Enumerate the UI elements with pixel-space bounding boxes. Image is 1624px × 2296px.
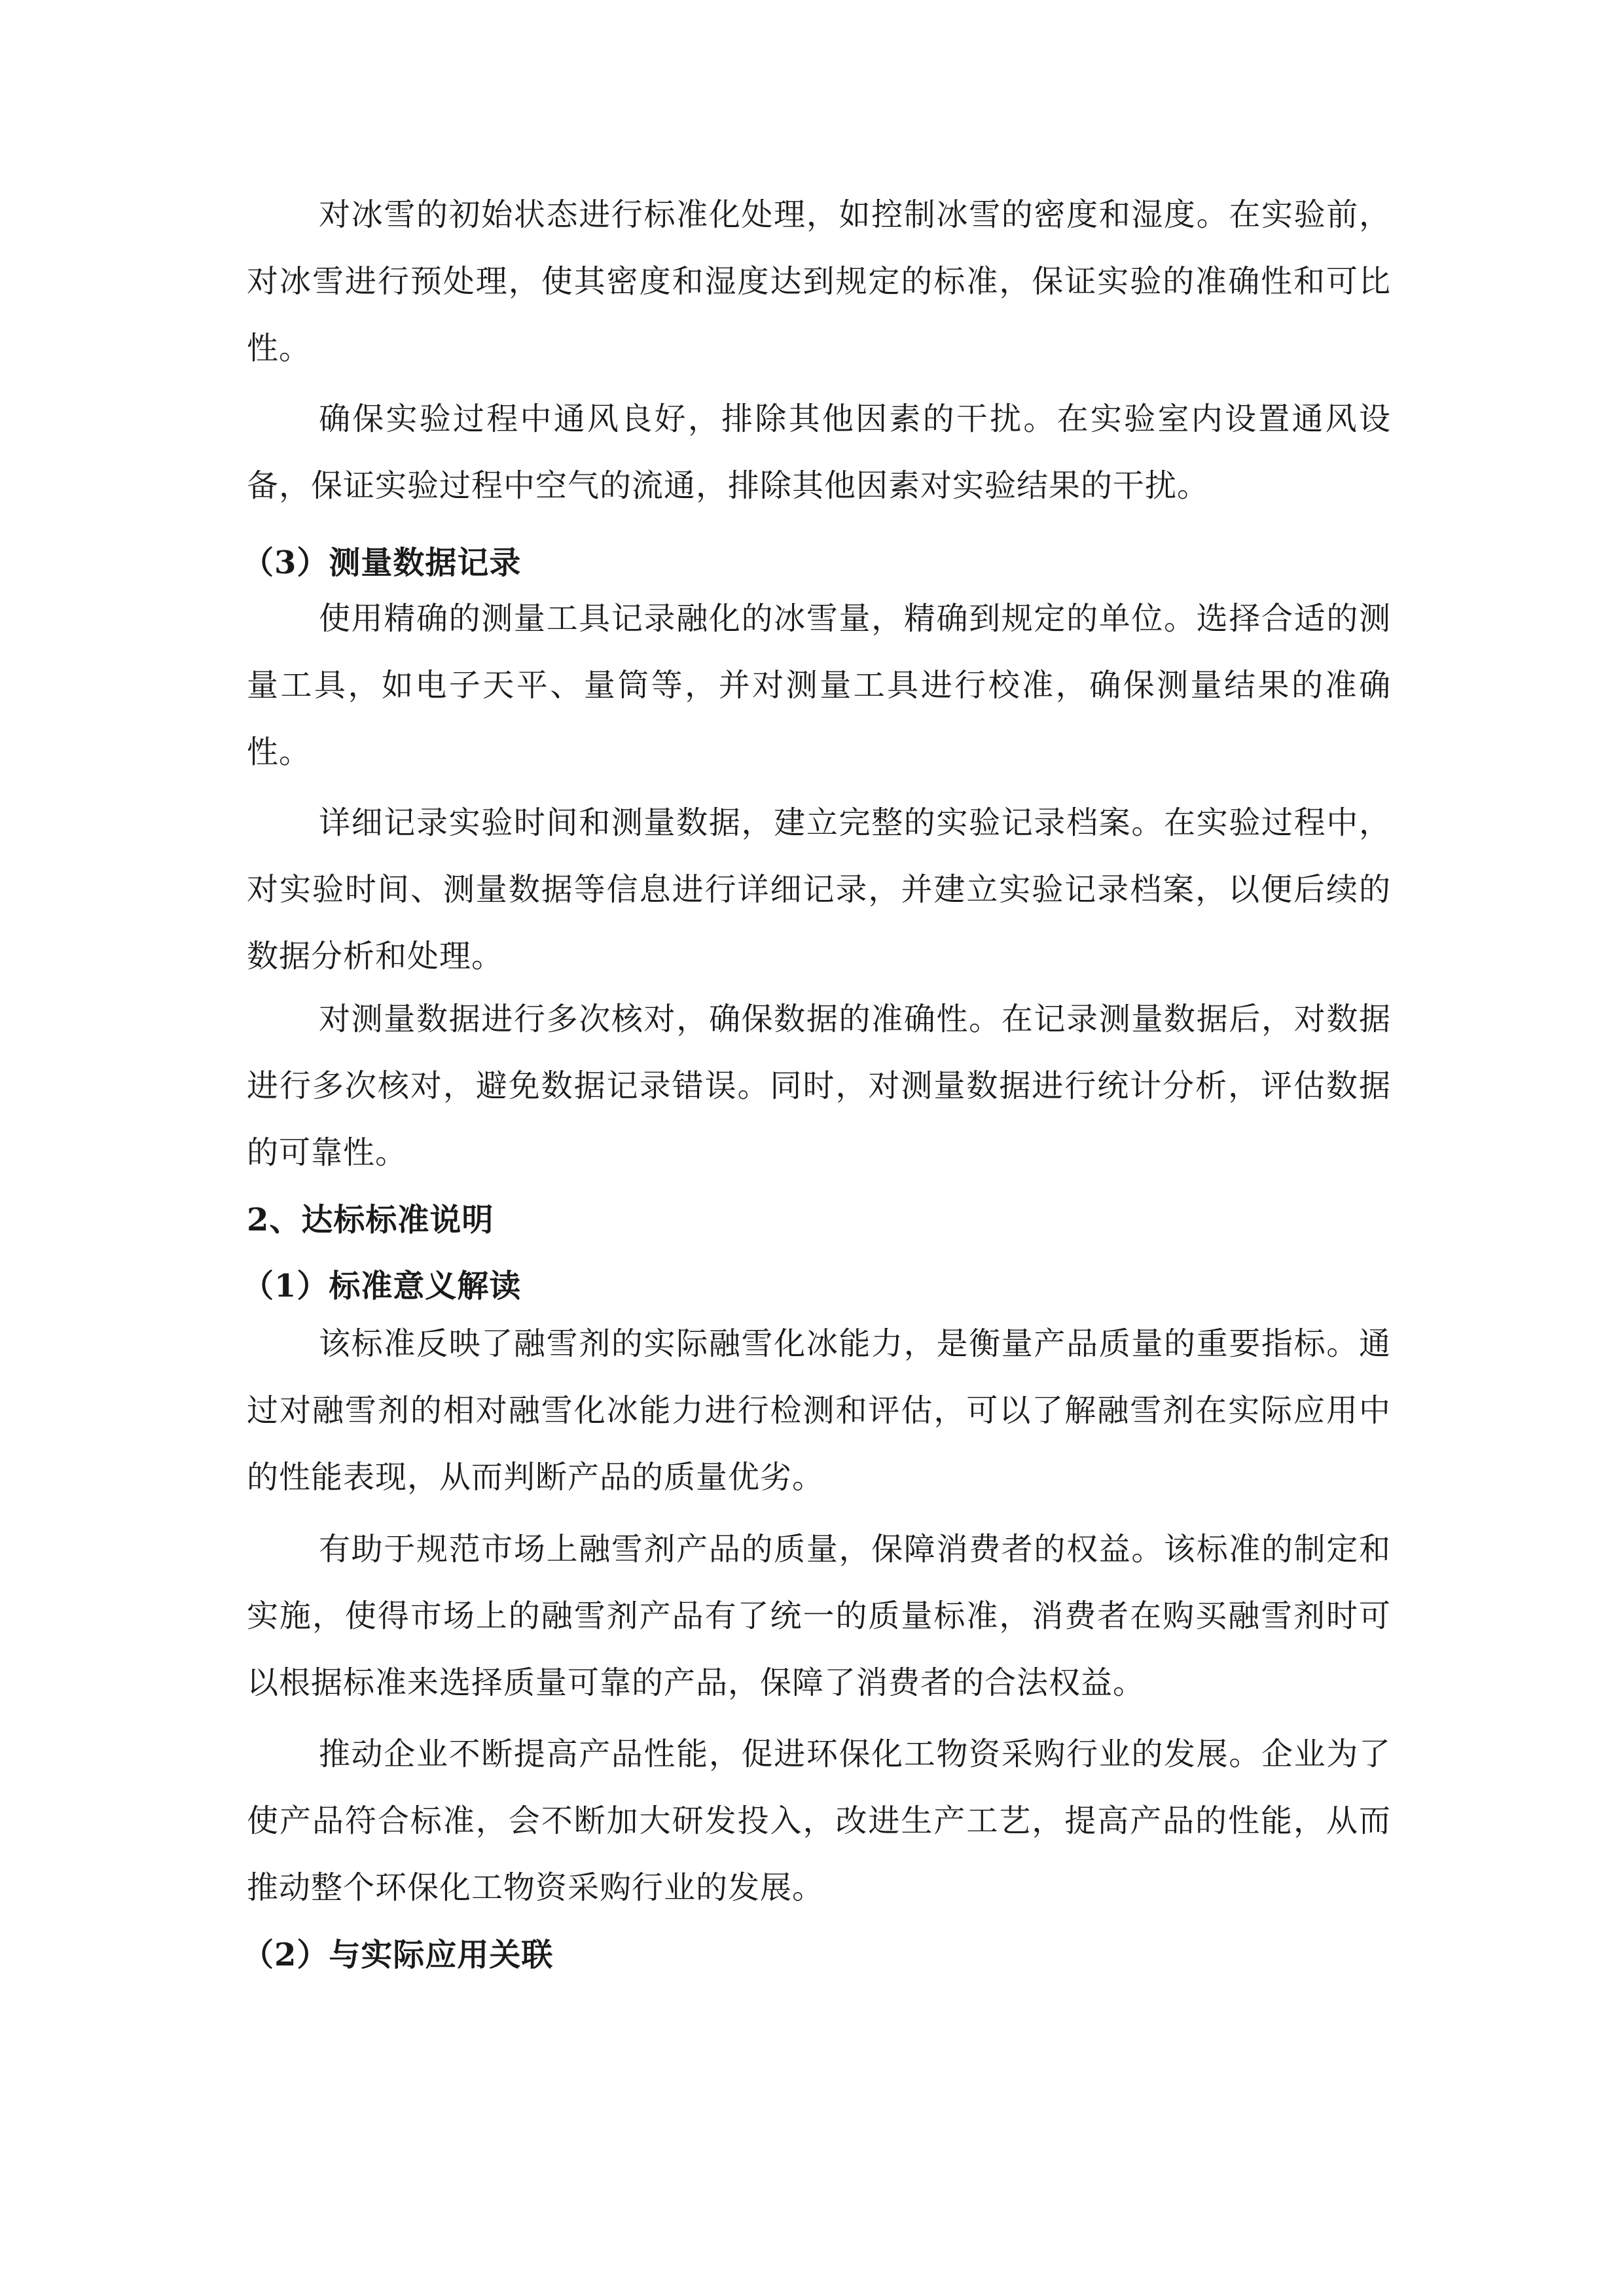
paragraph-ventilation: 确保实验过程中通风良好，排除其他因素的干扰。在实验室内设置通风设备，保证实验过程中空气的流通，排除其他因素对实验结果的干扰。 xyxy=(247,401,1391,504)
paragraph-industry-development: 推动企业不断提高产品性能，促进环保化工物资采购行业的发展。企业为了使产品符合标准，会不断加大研发投入，改进生产工艺，提高产品的性能，从而推动整个环保化工物资采购行业的发展。 xyxy=(247,1736,1391,1906)
paragraph-ice-standardization: 对冰雪的初始状态进行标准化处理，如控制冰雪的密度和湿度。在实验前，对冰雪进行预处理，使其密度和湿度达到规定的标准，保证实验的准确性和可比性。 xyxy=(247,196,1391,367)
paragraph-data-verification: 对测量数据进行多次核对，确保数据的准确性。在记录测量数据后，对数据进行多次核对，避免数据记录错误。同时，对测量数据进行统计分析，评估数据的可靠性。 xyxy=(247,1001,1391,1171)
heading-compliance-standard: 2、达标标准说明 xyxy=(247,1202,494,1238)
subheading-practical-application: （2）与实际应用关联 xyxy=(242,1937,554,1973)
paragraph-market-regulation: 有助于规范市场上融雪剂产品的质量，保障消费者的权益。该标准的制定和实施，使得市场上的融雪剂产品有了统一的质量标准，消费者在购买融雪剂时可以根据标准来选择质量可靠的产品，保障了消费者的合法权益。 xyxy=(247,1531,1391,1701)
paragraph-record-archive: 详细记录实验时间和测量数据，建立完整的实验记录档案。在实验过程中，对实验时间、测量数据等信息进行详细记录，并建立实验记录档案，以便后续的数据分析和处理。 xyxy=(247,804,1391,975)
paragraph-standard-significance: 该标准反映了融雪剂的实际融雪化冰能力，是衡量产品质量的重要指标。通过对融雪剂的相对融雪化冰能力进行检测和评估，可以了解融雪剂在实际应用中的性能表现，从而判断产品的质量优劣。 xyxy=(247,1325,1391,1496)
subheading-standard-meaning: （1）标准意义解读 xyxy=(242,1268,522,1304)
paragraph-measurement-tools: 使用精确的测量工具记录融化的冰雪量，精确到规定的单位。选择合适的测量工具，如电子天平、量筒等，并对测量工具进行校准，确保测量结果的准确性。 xyxy=(247,600,1391,770)
subheading-measurement-recording: （3）测量数据记录 xyxy=(242,545,522,581)
